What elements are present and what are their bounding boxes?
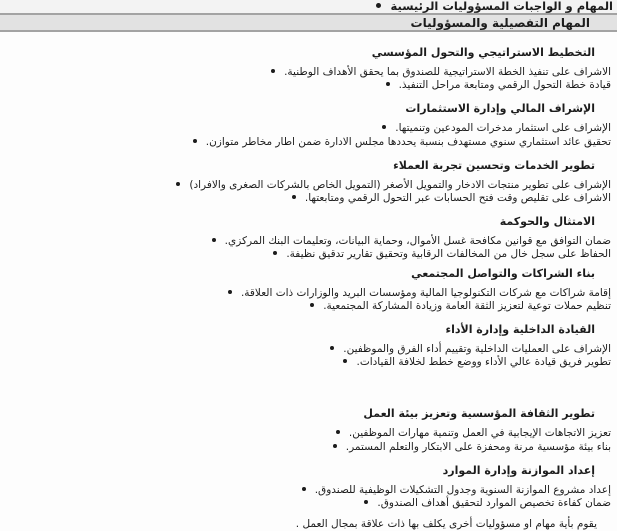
bullet-icon (330, 346, 334, 350)
primary-duties-row (0, 0, 617, 15)
list-item (0, 484, 617, 497)
section-heading-7: تطوير الثقافة المؤسسية وتعزيز بيئة العمل (363, 407, 595, 421)
section-heading-1: التخطيط الاستراتيجي والتحول المؤسسي (371, 46, 595, 59)
list-item (0, 179, 617, 192)
bullet-icon (333, 444, 337, 448)
list-item (0, 235, 617, 248)
detailed-tasks-header-text: المهام التفصيلية والمسؤوليات (410, 16, 590, 30)
list-item-text: الإشراف على العمليات الداخلية وتقييم أداء الفرق والموظفين. (343, 343, 611, 356)
list-item (0, 300, 617, 313)
bullet-icon (193, 139, 197, 143)
list-item (0, 79, 617, 92)
section-heading-5: بناء الشراكات والتواصل المجتمعي (411, 266, 595, 280)
bullet-icon (271, 69, 275, 73)
list-item-text: بناء بيئة مؤسسية مرنة ومحفزة على الابتكار والتعلم المستمر. (345, 440, 611, 453)
list-item (0, 497, 617, 510)
bullet-icon (382, 125, 386, 129)
detailed-tasks-header (0, 15, 617, 32)
section-heading-3: تطوير الخدمات وتحسين تجربة العملاء (393, 158, 595, 172)
list-item-text: تنظيم حملات توعية لتعزيز الثقة العامة وزيادة المشاركة المجتمعية. (323, 299, 611, 312)
list-item (0, 66, 617, 79)
list-item (0, 136, 617, 149)
primary-duties-text: المهام و الواجبات المسؤوليات الرئيسية (390, 0, 613, 13)
closing-statement: يقوم بأية مهام او مسؤوليات أخرى يكلف بها ذات علاقة بمجال العمل . (295, 518, 597, 531)
bullet-icon (292, 195, 296, 199)
list-item-text: الحفاظ على سجل خال من المخالفات الرقابية وتحقيق تقارير تدقيق نظيفة. (286, 248, 611, 261)
list-item-text: ضمان كفاءة تخصيص الموارد لتحقيق أهداف الصندوق. (377, 497, 611, 510)
list-item-text: تطوير فريق قيادة عالي الأداء ووضع خطط لخلافة القيادات. (356, 356, 611, 369)
list-item (0, 192, 617, 205)
section-heading-4: الامتثال والحوكمة (499, 215, 595, 229)
list-item (0, 287, 617, 300)
bullet-icon (176, 182, 180, 186)
document-body (0, 32, 617, 510)
list-item (0, 248, 617, 261)
list-item-text: الإشراف على تطوير منتجات الادخار والتمويل الأصغر (التمويل الخاص بالشركات الصغرى والافراد) (189, 178, 611, 191)
list-item-text: تحقيق عائد استثماري سنوي مستهدف بنسبة يحددها مجلس الادارة ضمن اطار مخاطر متوازن. (205, 135, 611, 148)
list-item (0, 356, 617, 369)
list-item (0, 441, 617, 454)
section-heading-6: القيادة الداخلية وإدارة الأداء (445, 323, 595, 337)
list-item-text: ضمان التوافق مع قوانين مكافحة غسل الأموال، وحماية البيانات، وتعليمات البنك المركزي. (224, 235, 611, 248)
list-item-text: تعزيز الاتجاهات الإيجابية في العمل وتنمية مهارات الموظفين. (348, 427, 611, 440)
bullet-icon (364, 500, 368, 504)
list-item-text: إعداد مشروع الموازنة السنوية وجدول التشكيلات الوظيفية للصندوق. (314, 483, 611, 496)
list-item-text: الاشراف على تقليص وقت فتح الحسابات عبر التحول الرقمي ومتابعتها. (304, 192, 611, 205)
section-heading-8: إعداد الموازنة وإدارة الموارد (442, 463, 595, 477)
bullet-icon (273, 251, 277, 255)
list-item-text: قيادة خطة التحول الرقمي ومتابعة مراحل التنفيذ. (398, 79, 611, 92)
bullet-icon (336, 430, 340, 434)
bullet-icon (310, 303, 314, 307)
bullet-icon (386, 82, 390, 86)
bullet-icon (212, 238, 216, 242)
list-item-text: الإشراف على استثمار مدخرات المودعين وتنميتها. (395, 122, 611, 135)
bullet-icon (302, 487, 306, 491)
list-item-text: إقامة شراكات مع شركات التكنولوجيا المالية ومؤسسات البريد والوزارات ذات العلاقة. (240, 286, 611, 299)
bullet-icon (343, 359, 347, 363)
list-item-text: الاشراف على تنفيذ الخطة الاستراتيجية للصندوق بما يحقق الأهداف الوطنية. (284, 66, 611, 78)
list-item (0, 122, 617, 135)
section-heading-2: الإشراف المالي وإدارة الاستثمارات (405, 102, 595, 116)
list-item (0, 343, 617, 356)
bullet-icon (228, 290, 232, 294)
bullet-icon (376, 3, 381, 8)
list-item (0, 427, 617, 440)
